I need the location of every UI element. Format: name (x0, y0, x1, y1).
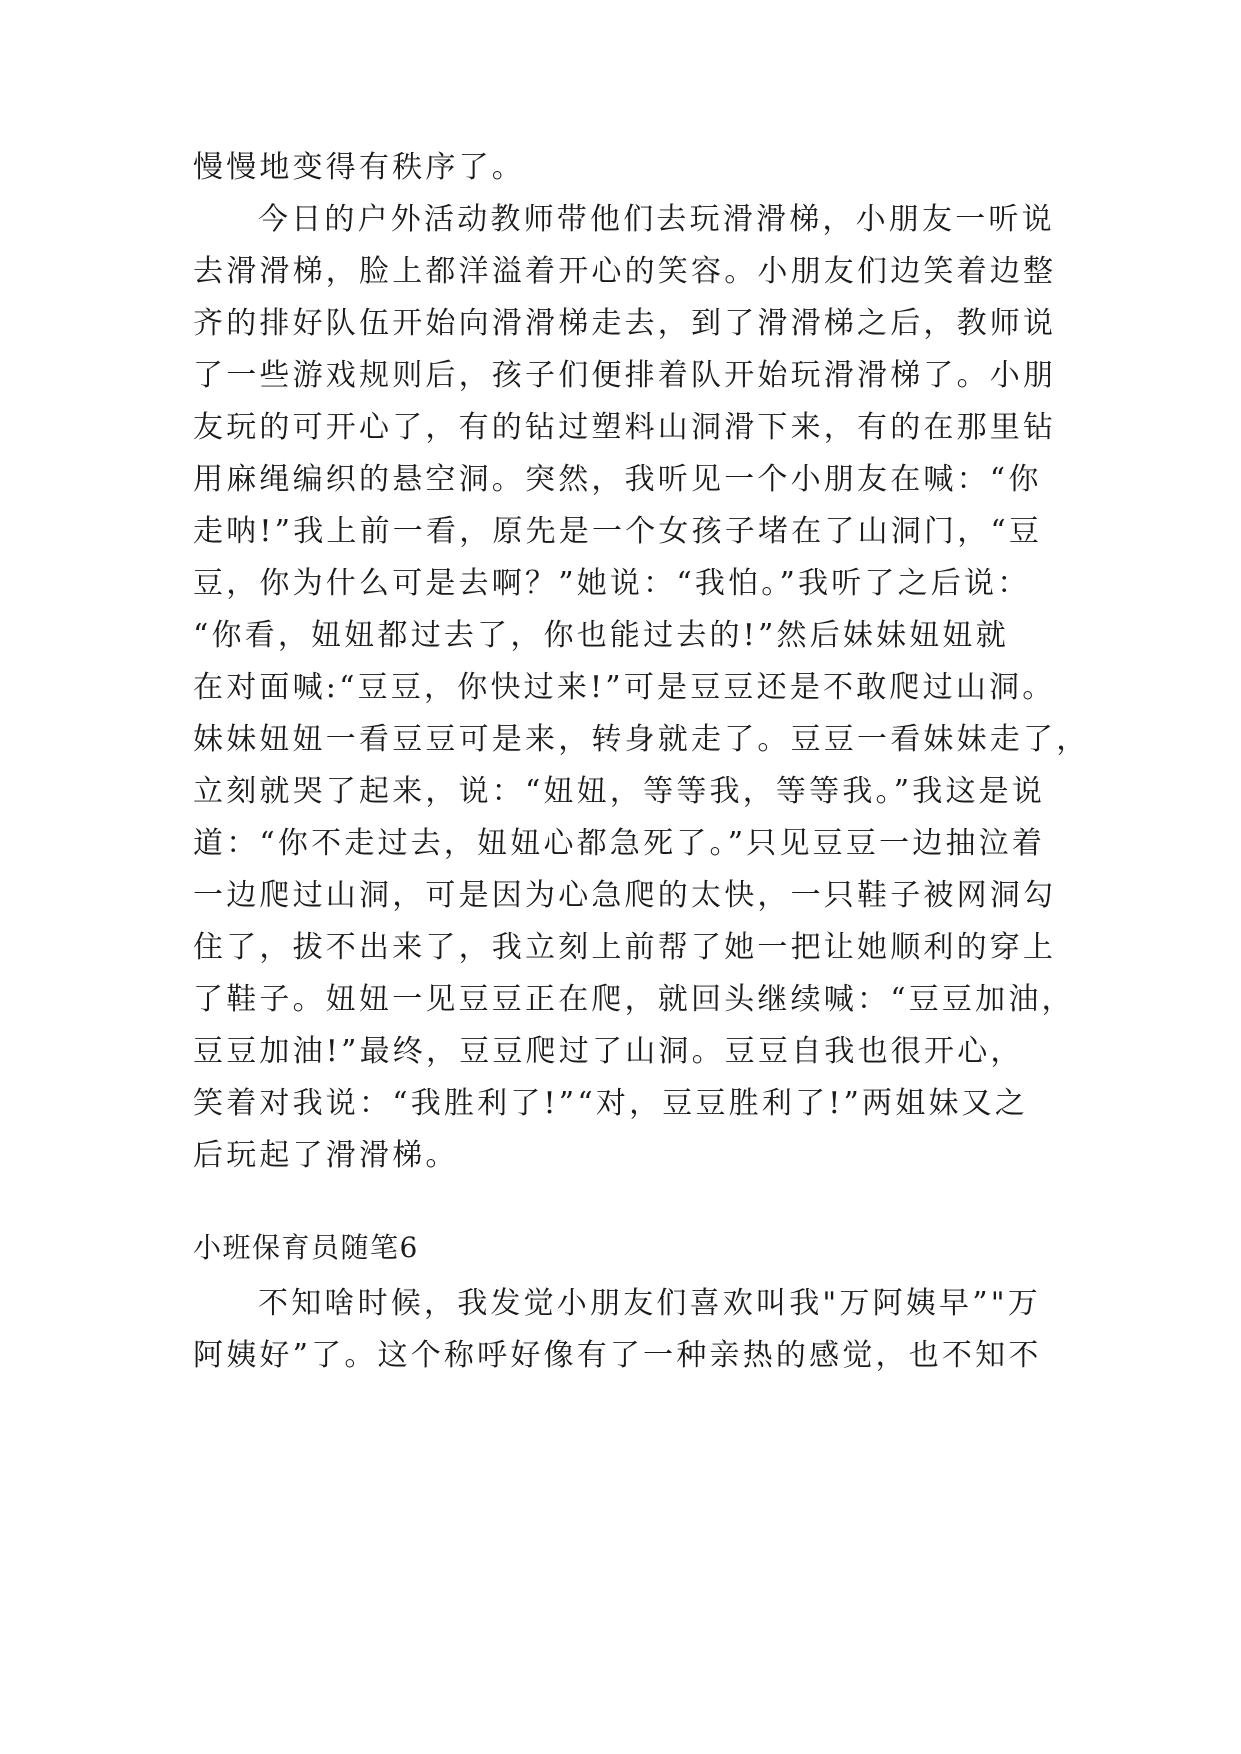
paragraph-line: 用麻绳编织的悬空洞。突然，我听见一个小朋友在喊：“你 (193, 462, 1042, 497)
paragraph-line: 今日的户外活动教师带他们去玩滑滑梯，小朋友一听说 (258, 202, 1055, 237)
paragraph-line: 去滑滑梯，脸上都洋溢着开心的笑容。小朋友们边笑着边整 (193, 254, 1057, 289)
paragraph-line: 了一些游戏规则后，孩子们便排着队开始玩滑滑梯了。小朋 (193, 358, 1057, 393)
paragraph-line: 道：“你不走过去，妞妞心都急死了。”只见豆豆一边抽泣着 (193, 826, 1046, 861)
paragraph-line: 不知啥时候，我发觉小朋友们喜欢叫我"万阿姨早”"万 (258, 1286, 1041, 1321)
paragraph-line: 住了，拔不出来了，我立刻上前帮了她一把让她顺利的穿上 (193, 930, 1057, 965)
section-heading: 小班保育员随笔6 (193, 1231, 419, 1264)
paragraph-line: 友玩的可开心了，有的钻过塑料山洞滑下来，有的在那里钻 (193, 410, 1057, 445)
paragraph-line: 妹妹妞妞一看豆豆可是来，转身就走了。豆豆一看妹妹走了， (193, 722, 1090, 757)
paragraph-line: 后玩起了滑滑梯。 (193, 1138, 459, 1173)
paragraph-line: 慢慢地变得有秩序了。 (193, 150, 525, 185)
paragraph-line: “你看，妞妞都过去了，你也能过去的!”然后妹妹妞妞就 (193, 618, 1009, 653)
paragraph-line: 笑着对我说：“我胜利了!”“对，豆豆胜利了!”两姐妹又之 (193, 1086, 1029, 1121)
paragraph-line: 豆，你为什么可是去啊？”她说：“我怕。”我听了之后说： (193, 566, 1031, 601)
paragraph-line: 在对面喊:“豆豆，你快过来!”可是豆豆还是不敢爬过山洞。 (193, 670, 1056, 705)
paragraph-line: 走呐!”我上前一看，原先是一个女孩子堵在了山洞门，“豆 (193, 514, 1043, 549)
paragraph-line: 豆豆加油!”最终，豆豆爬过了山洞。豆豆自我也很开心， (193, 1034, 1024, 1069)
paragraph-line: 了鞋子。妞妞一见豆豆正在爬，就回头继续喊：“豆豆加油， (193, 982, 1075, 1017)
paragraph-line: 阿姨好”了。这个称呼好像有了一种亲热的感觉，也不知不 (193, 1338, 1042, 1373)
paragraph-line: 立刻就哭了起来，说：“妞妞，等等我，等等我。”我这是说 (193, 774, 1046, 809)
paragraph-line: 一边爬过山洞，可是因为心急爬的太快，一只鞋子被网洞勾 (193, 878, 1057, 913)
paragraph-line: 齐的排好队伍开始向滑滑梯走去，到了滑滑梯之后，教师说 (193, 306, 1057, 341)
